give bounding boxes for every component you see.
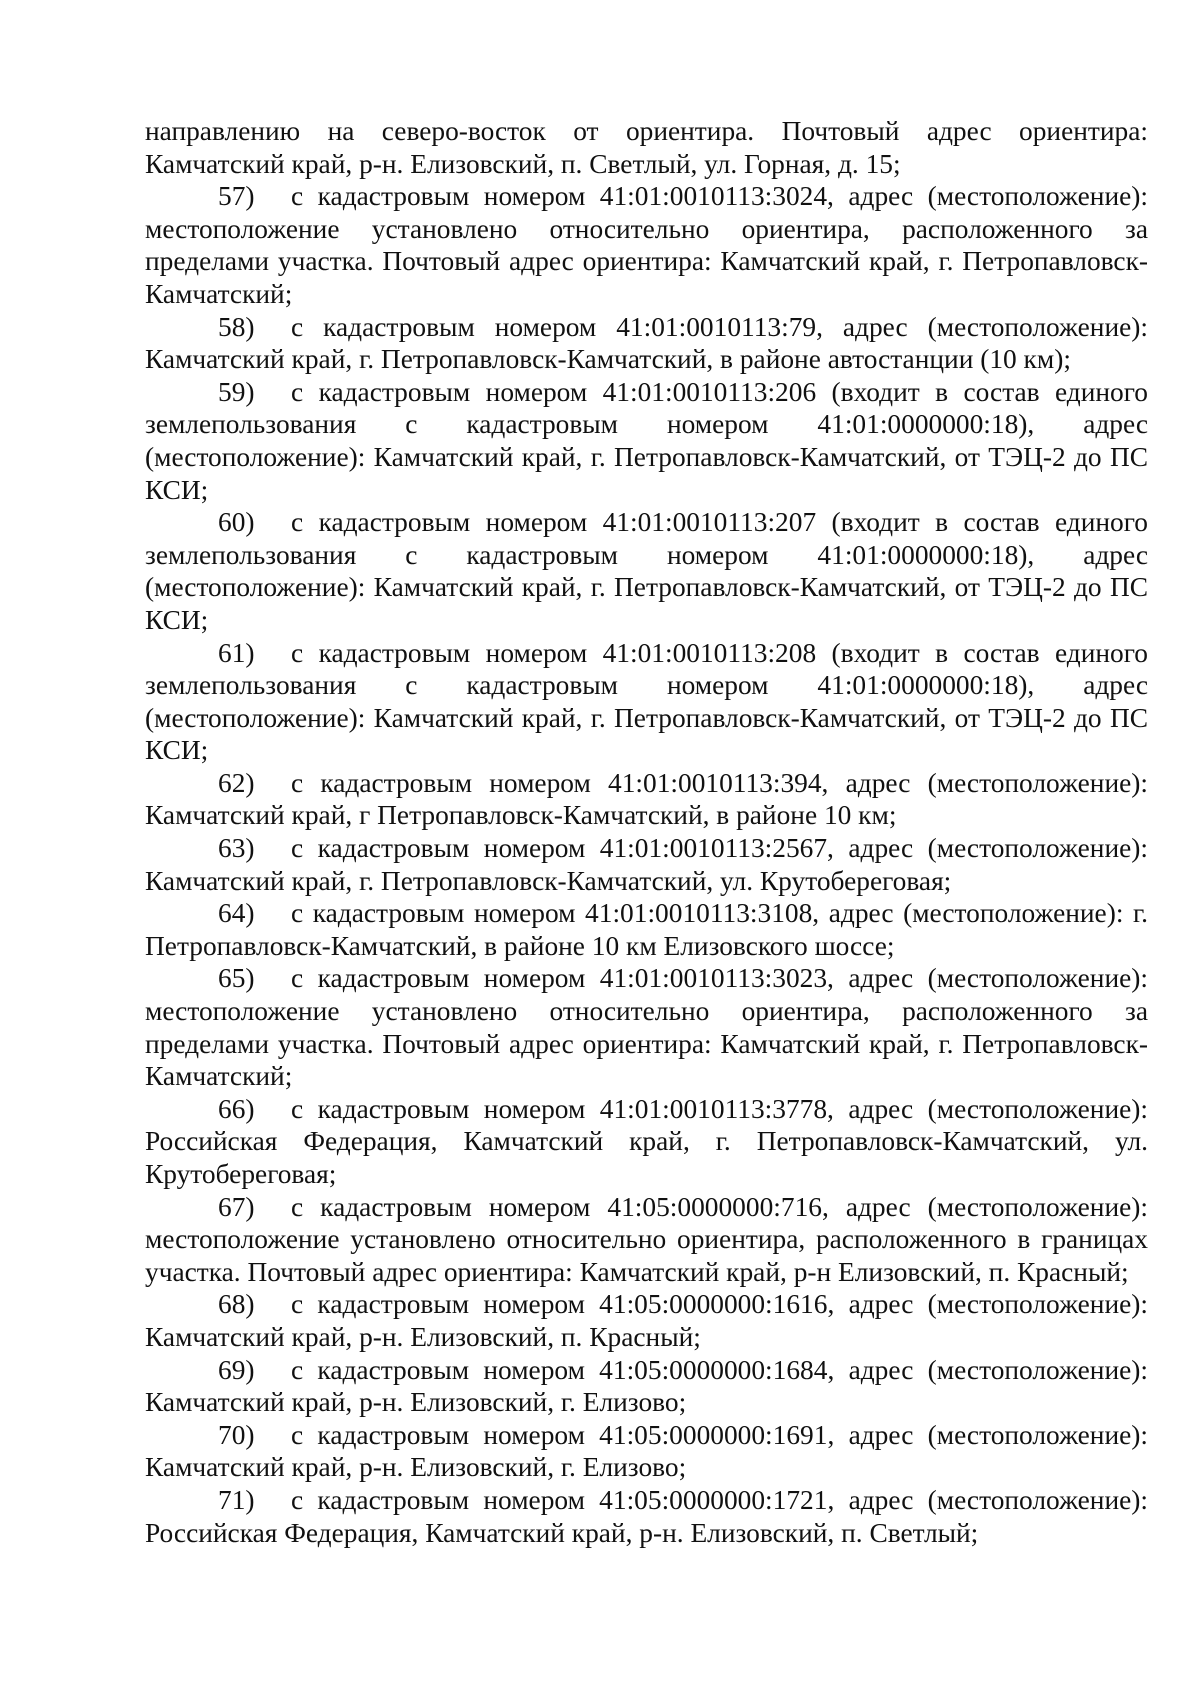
item-text: с кадастровым номером 41:01:0010113:3108, адрес (местоположение): г. Петропавловск-Камчатский, в районе 10 км Елизовского шоссе;: [145, 898, 1148, 961]
list-item: [145, 1288, 1148, 1353]
item-text: с кадастровым номером 41:01:0010113:206 (входит в состав единого землепользования с кадастровым номером 41:01:0000000:18), адрес (местоположение): Камчатский край, г. Петропавловск-Камчатский, от ТЭЦ-2 до ПС КСИ;: [145, 376, 1148, 505]
list-item: [145, 962, 1148, 1092]
list-item: [145, 1093, 1148, 1191]
list-item: [145, 311, 1148, 376]
item-text: с кадастровым номером 41:05:0000000:1616, адрес (местоположение): Камчатский край, р-н. Елизовский, п. Красный;: [145, 1289, 1148, 1352]
item-number: 58): [218, 311, 255, 342]
item-number: 64): [218, 898, 255, 929]
list-item: [145, 180, 1148, 310]
item-number: 59): [218, 376, 255, 407]
item-text: с кадастровым номером 41:05:0000000:716, адрес (местоположение): местоположение установлено относительно ориентира, расположенного в границах участка. Почтовый адрес ориентира: Камчатский край, р-н Елизовский, п. Красный;: [145, 1191, 1148, 1287]
item-text: с кадастровым номером 41:05:0000000:1684, адрес (местоположение): Камчатский край, р-н. Елизовский, г. Елизово;: [145, 1354, 1148, 1418]
item-text: с кадастровым номером 41:01:0010113:79, адрес (местоположение): Камчатский край, г. Петропавловск-Камчатский, в районе автостанции (10 км);: [145, 311, 1148, 375]
item-text: с кадастровым номером 41:05:0000000:1691, адрес (местоположение): Камчатский край, р-н. Елизовский, г. Елизово;: [145, 1419, 1148, 1483]
list-item: [145, 1484, 1148, 1549]
list-item: [145, 637, 1148, 767]
document-page: [145, 115, 1148, 1549]
item-number: 57): [218, 181, 255, 212]
list-item: [145, 1191, 1148, 1289]
list-item: [145, 1419, 1148, 1484]
item-number: 66): [218, 1093, 255, 1124]
item-text: с кадастровым номером 41:01:0010113:207 (входит в состав единого землепользования с кадастровым номером 41:01:0000000:18), адрес (местоположение): Камчатский край, г. Петропавловск-Камчатский, от ТЭЦ-2 до ПС КСИ;: [145, 507, 1148, 635]
item-number: 67): [218, 1191, 255, 1222]
item-text: с кадастровым номером 41:01:0010113:208 (входит в состав единого землепользования с кадастровым номером 41:01:0000000:18), адрес (местоположение): Камчатский край, г. Петропавловск-Камчатский, от ТЭЦ-2 до ПС КСИ;: [145, 637, 1148, 766]
item-text: с кадастровым номером 41:01:0010113:3024, адрес (местоположение): местоположение установлено относительно ориентира, расположенного за пределами участка. Почтовый адрес ориентира: Камчатский край, г. Петропавловск-Камчатский;: [145, 181, 1148, 309]
item-number: 63): [218, 833, 255, 864]
item-text: с кадастровым номером 41:01:0010113:3778, адрес (местоположение): Российская Федерация, Камчатский край, г. Петропавловск-Камчатский, ул. Крутобереговая;: [145, 1093, 1148, 1189]
item-number: 68): [218, 1289, 255, 1320]
item-text: с кадастровым номером 41:01:0010113:2567, адрес (местоположение): Камчатский край, г. Петропавловск-Камчатский, ул. Крутобереговая;: [145, 833, 1148, 896]
item-number: 61): [218, 637, 255, 668]
list-item: [145, 832, 1148, 897]
item-number: 65): [218, 963, 255, 994]
continuation-paragraph: направлению на северо-восток от ориентира. Почтовый адрес ориентира: Камчатский край, р-н. Елизовский, п. Светлый, ул. Горная, д. 15;: [145, 116, 1148, 179]
list-item: [145, 897, 1148, 962]
item-text: с кадастровым номером 41:05:0000000:1721, адрес (местоположение): Российская Федерация, Камчатский край, р-н. Елизовский, п. Светлый;: [145, 1484, 1148, 1548]
item-text: с кадастровым номером 41:01:0010113:3023, адрес (местоположение): местоположение установлено относительно ориентира, расположенного за пределами участка. Почтовый адрес ориентира: Камчатский край, г. Петропавловск-Камчатский;: [145, 963, 1148, 1092]
item-number: 62): [218, 767, 255, 798]
list-item: [145, 376, 1148, 506]
list-item: [145, 506, 1148, 636]
item-number: 71): [218, 1484, 255, 1515]
list-item: [145, 1354, 1148, 1419]
item-number: 70): [218, 1419, 255, 1450]
item-number: 60): [218, 507, 255, 538]
list-item: [145, 767, 1148, 832]
item-number: 69): [218, 1354, 255, 1385]
item-text: с кадастровым номером 41:01:0010113:394, адрес (местоположение): Камчатский край, г Петропавловск-Камчатский, в районе 10 км;: [145, 767, 1148, 831]
